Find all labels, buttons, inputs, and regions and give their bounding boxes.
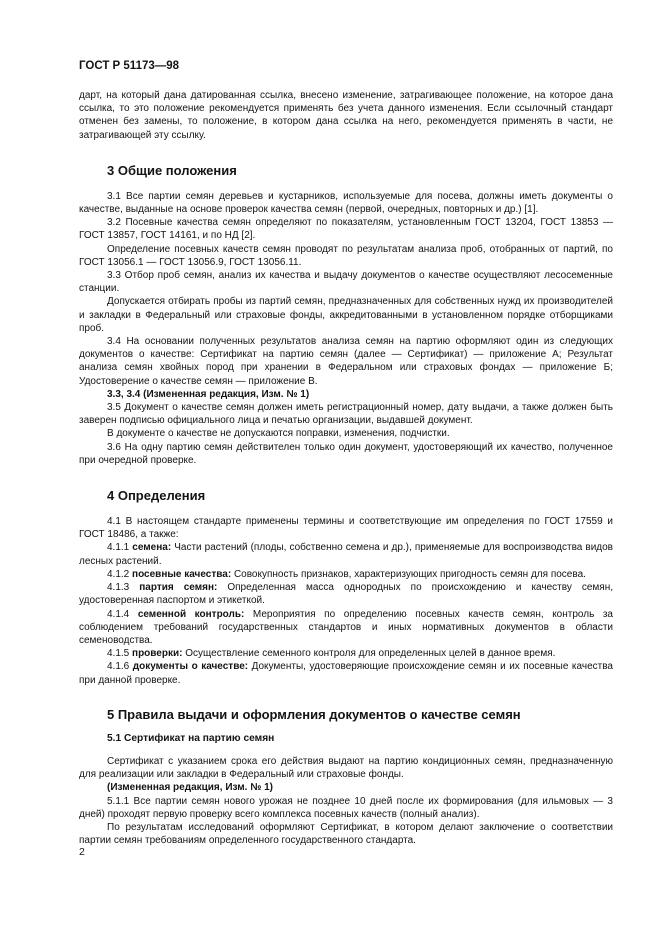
definition-text: Документы, удостоверяющие происхождение семян и их посевные качества при данной проверке. [79,661,613,686]
paragraph-3-4: 3.4 На основании полученных результатов анализа семян на партию оформляют один из следующих документов о качестве: Сертификат на партию семян (далее — Сертификат) — приложение А; Результат анализа семян хвойных пород при хранении в Федеральном или страховых фондах — приложение Б; Удостоверение о качестве семян — приложение В. [79,336,613,387]
paragraph-5-1: Сертификат с указанием срока его действия выдают на партию кондиционных семян, предназначенную для реализации или закладки в Федеральный или страховые фонды. [79,755,613,781]
definition-4-1-4 [79,608,613,648]
amendment-note-3: 3.3, 3.4 (Измененная редакция, Изм. № 1) [107,388,310,400]
paragraph-3-1: 3.1 Все партии семян деревьев и кустарников, используемые для посева, должны иметь документы о качестве, выданные на основе проверок качества семян (первой, очередных, повторных и др.) [1]. [79,190,613,216]
definition-term: проверки: [132,648,183,660]
definition-4-1-3 [79,581,613,607]
intro-paragraph: дарт, на который дана датированная ссылка, внесено изменение, затрагивающее положение, на которое дана ссылка, то это положение рекомендуется применять без учета данного изменения. Если ссылочный стандарт отменен без замены, то положение, в котором дана ссылка на него, рекомендуется применять в части, не затрагивающей эту ссылку. [79,90,613,141]
paragraph-3-3: 3.3 Отбор проб семян, анализ их качества и выдачу документов о качестве осуществляют лесосеменные станции. [79,270,613,295]
section-5-title: 5 Правила выдачи и оформления документов о качестве семян [107,706,521,722]
paragraph-3-6: 3.6 На одну партию семян действителен только один документ, удостоверяющий их качество, полученное при очередной проверке. [79,441,613,466]
section-3-title: 3 Общие положения [107,162,237,178]
definition-term: семенной контроль: [137,608,245,620]
definition-4-1-6 [79,660,613,686]
paragraph-5-1-1-b: По результатам исследований оформляют Сертификат, в котором делают заключение о соответствии партии семян требованиям определенного государственного стандарта. [79,821,613,847]
section-4-title: 4 Определения [107,488,206,504]
definition-4-1-2 [79,568,613,581]
page-number: 2 [79,846,85,858]
document-header: ГОСТ Р 51173—98 [79,60,180,72]
definition-text: Совокупность признаков, характеризующих пригодность семян для посева. [231,568,586,580]
paragraph-4-1: 4.1 В настоящем стандарте применены термины и соответствующие им определения по ГОСТ 17559 и ГОСТ 18486, а также: [79,516,613,541]
subsection-5-1-title: 5.1 Сертификат на партию семян [107,732,275,744]
definition-4-1-5 [79,647,613,660]
definition-number: 4.1.1 [107,542,133,554]
definition-text: Части растений (плоды, собственно семена и др.), применяемые для воспроизводства видов лесных растений. [79,542,613,567]
amendment-note-5: (Измененная редакция, Изм. № 1) [107,782,274,794]
definition-text: Осуществление семенного контроля для определенных целей в данное время. [182,648,556,660]
definition-text: Мероприятия по определению посевных качеств семян, контроль за соблюдением требований государственных стандартов и иных нормативных документов в области семеноводства. [79,608,613,646]
paragraph-3-3-b: Допускается отбирать пробы из партий семян, предназначенных для собственных нужд их производителей и закладки в Федеральный или страховые фонды, аккредитованными в установленном порядке отборщиками проб. [79,296,613,334]
definition-number: 4.1.5 [107,648,133,660]
definition-term: семена: [132,542,172,554]
definition-term: партия семян: [139,582,218,594]
definition-text: Определенная масса однородных по происхождению и качеству семян, удостоверенная паспортом и этикеткой. [79,582,613,607]
paragraph-3-2: 3.2 Посевные качества семян определяют по показателям, установленным ГОСТ 13204, ГОСТ 13853 — ГОСТ 13857, ГОСТ 14161, и по НД [2]. [79,217,613,242]
paragraph-3-5-b: В документе о качестве не допускаются поправки, изменения, подчистки. [107,428,450,440]
paragraph-3-2-b: Определение посевных качеств семян проводят по результатам анализа проб, отобранных от партий, по ГОСТ 13056.1 — ГОСТ 13056.9, ГОСТ 13056.11. [79,243,613,268]
definition-number: 4.1.3 [107,582,140,594]
paragraph-3-5: 3.5 Документ о качестве семян должен иметь регистрационный номер, дату выдачи, а также должен быть заверен подписью официального лица и печатью организации, выдавшей документ. [79,402,613,427]
page-content [79,89,613,847]
definition-number: 4.1.2 [107,568,133,580]
definition-term: посевные качества: [132,568,232,580]
definition-number: 4.1.4 [107,608,138,620]
definition-4-1-1 [79,541,613,567]
definition-number: 4.1.6 [107,661,133,673]
definition-term: документы о качестве: [132,661,249,673]
paragraph-5-1-1: 5.1.1 Все партии семян нового урожая не позднее 10 дней после их формирования (для ильмовых — 3 дней) проходят первую проверку всего комплекса посевных качеств (полный анализ). [79,795,613,820]
